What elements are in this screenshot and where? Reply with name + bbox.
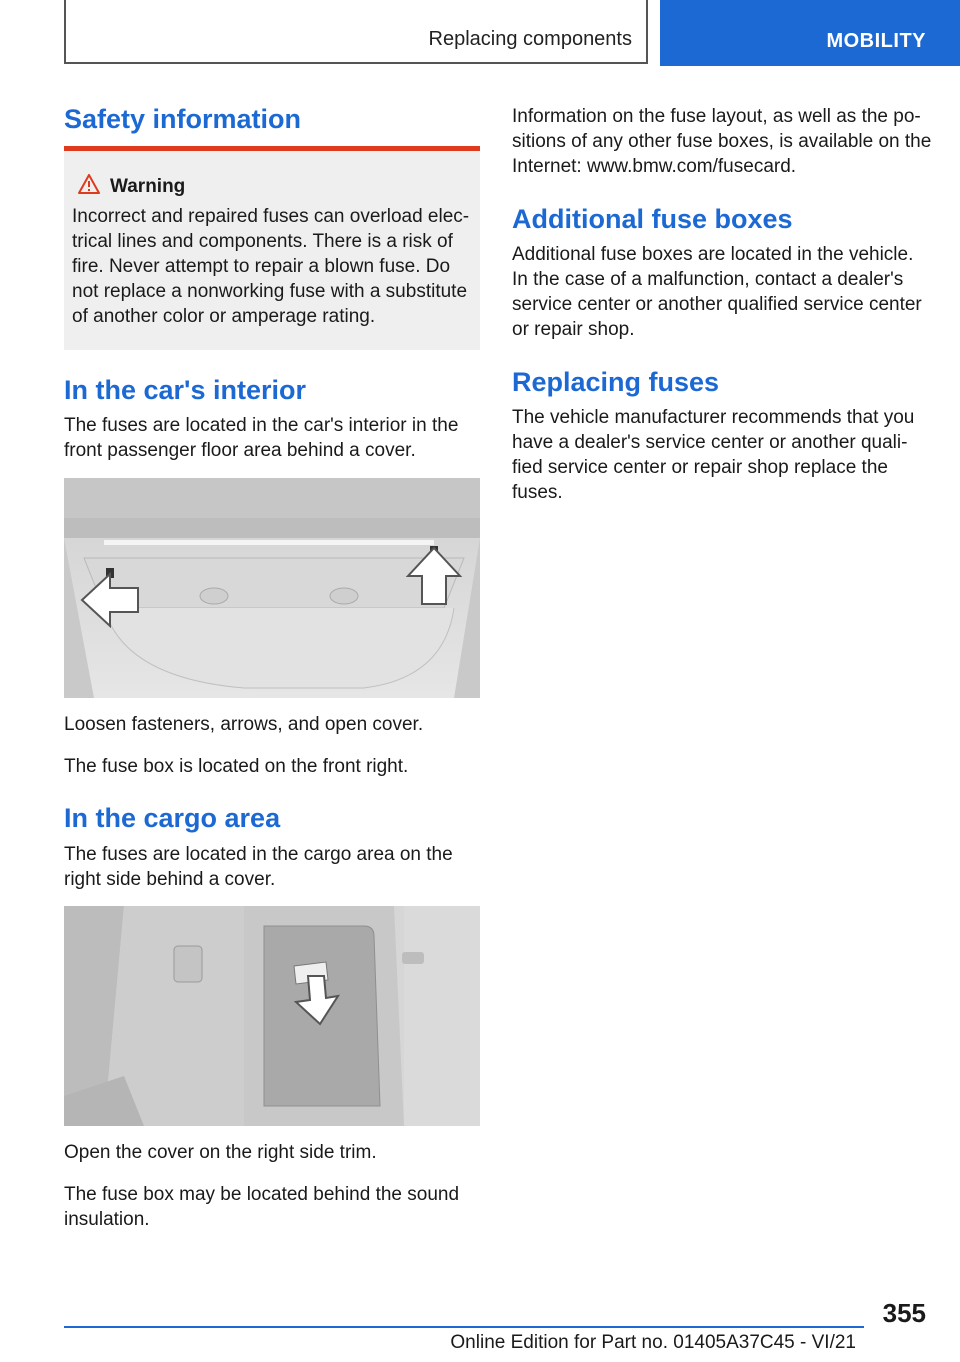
warning-triangle-icon xyxy=(78,174,100,199)
cargo-caption-2: The fuse box may be located behind the sound insulation. xyxy=(64,1184,460,1230)
warning-title: Warning xyxy=(110,175,186,197)
header-chapter-title: MOBILITY xyxy=(826,30,926,52)
interior-cover-photo xyxy=(64,478,480,698)
page-number: 355 xyxy=(882,1298,926,1328)
cargo-heading: In the cargo area xyxy=(64,803,281,833)
interior-caption-2: The fuse box is located on the front right. xyxy=(64,756,409,777)
cargo-caption-1: Open the cover on the right side trim. xyxy=(64,1142,377,1163)
additional-fuse-boxes-text: Additional fuse boxes are located in the vehicle. In the case of a malfunction, contact a dealer's service center or another qualified service center or repair shop. xyxy=(512,244,922,340)
replacing-fuses-text: The vehicle manufacturer recommends that you have a dealer's service center or another quali-fied service center or repair shop replace the fuses. xyxy=(512,407,915,503)
warning-bar xyxy=(64,146,480,151)
warning-text: Incorrect and repaired fuses can overload elec-trical lines and components. There is a risk of fire. Never attempt to repair a blown fuse. Do not replace a nonworking fuse with a substitute of another color or amperage rating. xyxy=(72,206,470,327)
interior-caption-1: Loosen fasteners, arrows, and open cover. xyxy=(64,714,424,735)
replacing-fuses-heading: Replacing fuses xyxy=(512,367,720,397)
interior-heading: In the car's interior xyxy=(64,375,306,405)
cargo-text: The fuses are located in the cargo area on the right side behind a cover. xyxy=(64,844,453,890)
warning-header xyxy=(78,174,185,199)
header-section-box xyxy=(64,0,648,64)
footer-divider xyxy=(64,1326,864,1328)
header-section-title: Replacing components xyxy=(428,28,632,50)
warning-box xyxy=(64,146,480,350)
cargo-cover-photo xyxy=(64,906,480,1126)
footer-edition: Online Edition for Part no. 01405A37C45 - VI/21 xyxy=(450,1332,856,1353)
fuse-layout-info: Information on the fuse layout, as well as the po-sitions of any other fuse boxes, is available on the Internet: www.bmw.com/fusecard. xyxy=(512,106,932,177)
safety-heading: Safety information xyxy=(64,104,302,134)
header-chapter-tab xyxy=(660,0,960,66)
additional-fuse-boxes-heading: Additional fuse boxes xyxy=(512,204,793,234)
interior-text: The fuses are located in the car's interior in the front passenger floor area behind a cover. xyxy=(64,415,459,461)
